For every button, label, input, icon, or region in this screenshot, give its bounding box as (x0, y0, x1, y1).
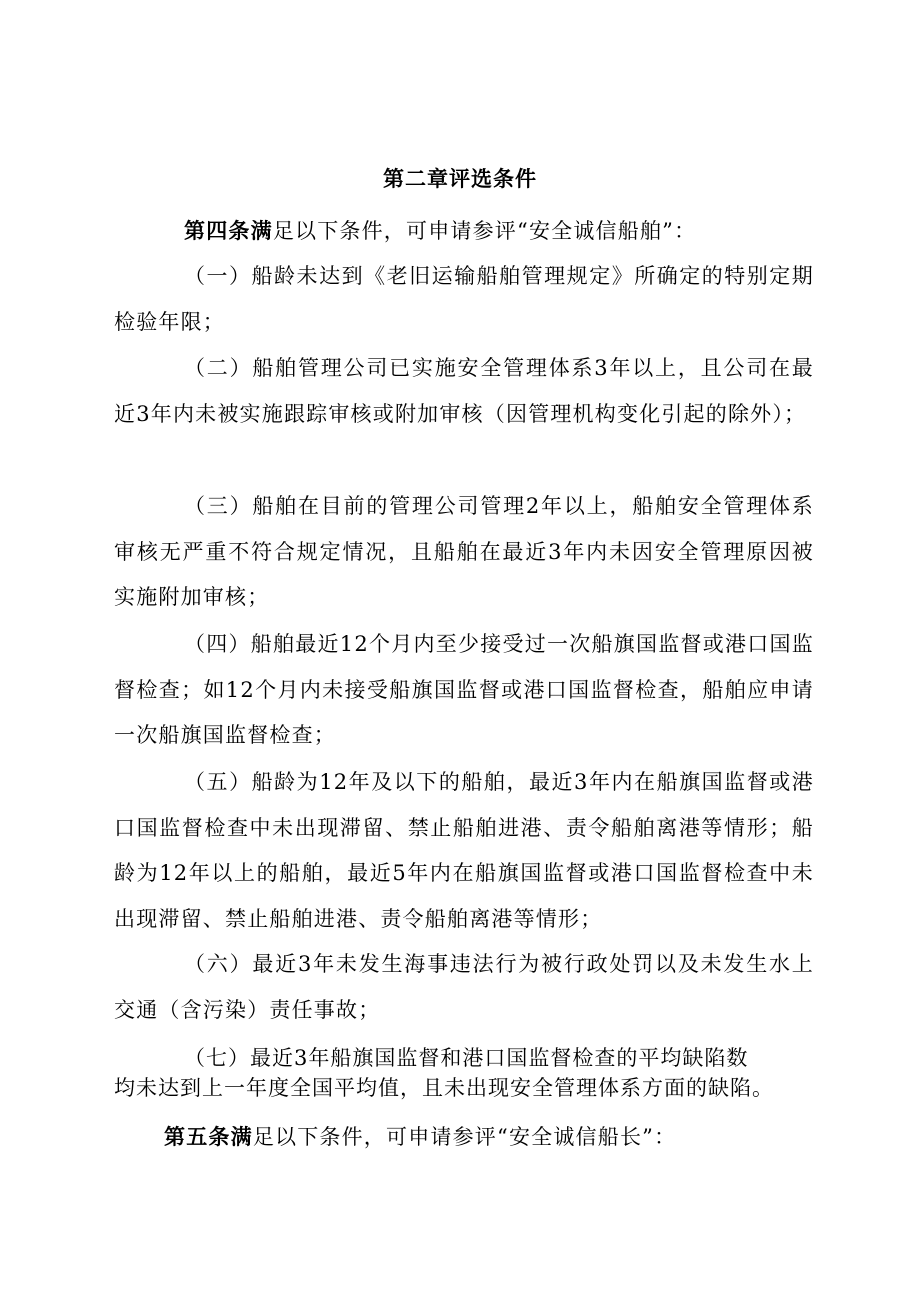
item-4: （四）船舶最近12个月内至少接受过一次船旗国监督或港口国监督检查；如12个月内未接受船旗国监督或港口国监督检查，船舶应申请一次船旗国监督检查； (114, 632, 814, 747)
article-4-paragraph (114, 209, 814, 255)
item-5: （五）船龄为12年及以下的船舶，最近3年内在船旗国监督或港口国监督检查中未出现滞留、禁止船舶进港、责令船舶离港等情形；船龄为12年以上的船舶，最近5年内在船旗国监督或港口国监督检查中未出现滞留、禁止船舶进港、责令船舶离港等情形； (114, 770, 814, 931)
item-1: （一）船龄未达到《老旧运输船舶管理规定》所确定的特别定期检验年限； (114, 264, 814, 334)
item-6: （六）最近3年未发生海事违法行为被行政处罚以及未发生水上交通（含污染）责任事故； (114, 952, 814, 1022)
item-3: （三）船舶在目前的管理公司管理2年以上，船舶安全管理体系审核无严重不符合规定情况，且船舶在最近3年内未因安全管理原因被实施附加审核； (114, 494, 814, 609)
chapter-title: 第二章评选条件 (383, 167, 537, 191)
article-5-number: 第五条满 (164, 1125, 253, 1149)
article-4-number: 第四条满 (184, 219, 273, 243)
article-4-intro: 足以下条件，可申请参评“安全诚信船舶”： (272, 219, 697, 243)
item-7-line-2: 均未达到上一年度全国平均值，且未出现安全管理体系方面的缺陷。 (114, 1076, 774, 1100)
article-5-paragraph (94, 1115, 794, 1161)
item-7-line-1: （七）最近3年船旗国监督和港口国监督检查的平均缺陷数 (184, 1046, 749, 1070)
article-5-intro: 足以下条件，可申请参评“安全诚信船长”： (252, 1125, 677, 1149)
item-2: （二）船舶管理公司已实施安全管理体系3年以上，且公司在最近3年内未被实施跟踪审核或附加审核（因管理机构变化引起的除外）； (114, 356, 814, 426)
